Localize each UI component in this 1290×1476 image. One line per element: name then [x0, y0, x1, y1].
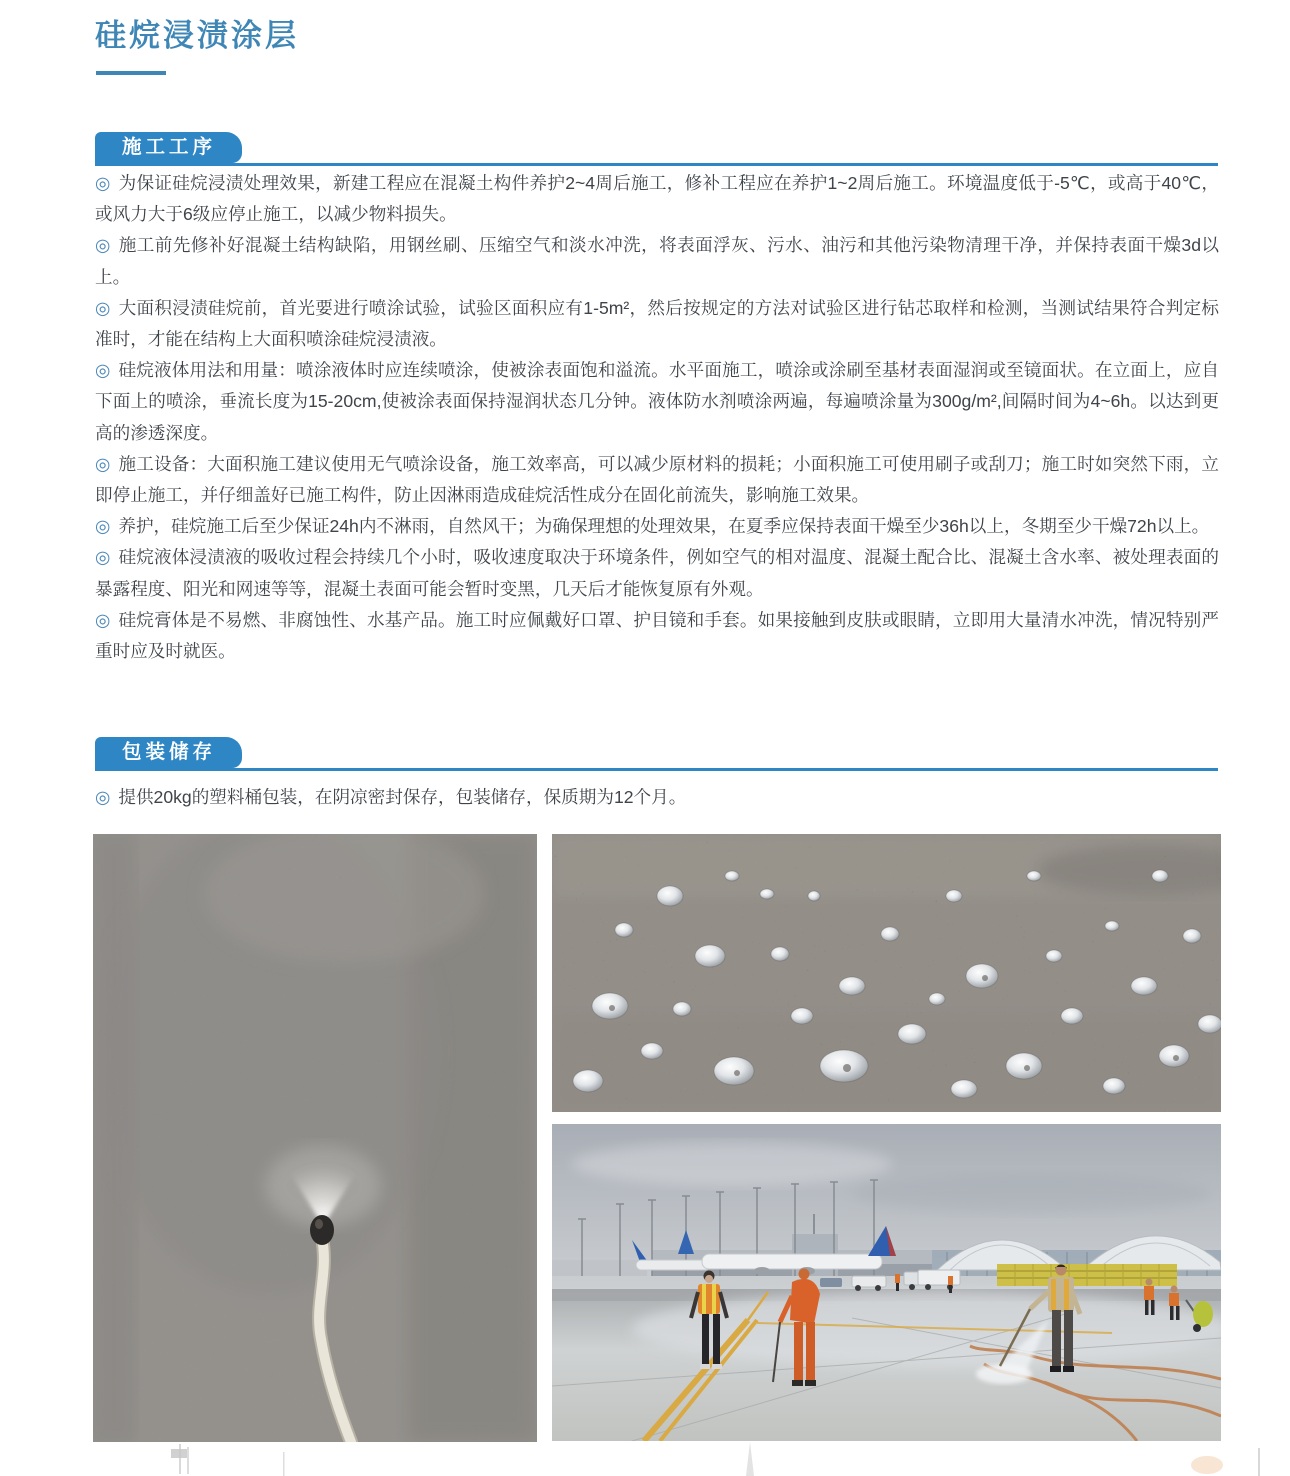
bullet-icon: ◎ — [95, 297, 111, 318]
bullet-text: 大面积浸渍硅烷前，首光要进行喷涂试验，试验区面积应有1-5m²，然后按规定的方法对试验区进行钻芯取样和检测，当测试结果符合判定标准时，才能在结构上大面积喷涂硅烷浸渍液。 — [95, 297, 1219, 350]
bullet-item — [95, 293, 1219, 355]
bullet-icon: ◎ — [95, 173, 111, 193]
bottom-watermark — [0, 1440, 1290, 1476]
photo-spray-on-wall — [93, 834, 537, 1442]
photo-spray-on-wall-graphic — [93, 834, 537, 1442]
bullet-item — [95, 542, 1219, 604]
bullet-icon: ◎ — [95, 453, 111, 474]
bullet-text: 为保证硅烷浸渍处理效果，新建工程应在混凝土构件养护2~4周后施工，修补工程应在养护1~2周后施工。环境温度低于-5℃，或高于40℃，或风力大于6级应停止施工，以减少物料损失。 — [95, 173, 1219, 225]
section-tab: 包装储存 — [95, 737, 242, 768]
bullet-icon: ◎ — [95, 787, 111, 807]
bullet-item — [95, 449, 1219, 511]
bullet-icon: ◎ — [95, 235, 111, 256]
bullet-icon: ◎ — [95, 609, 111, 630]
nozzle-highlight — [315, 1219, 323, 1229]
bullet-text: 养护，硅烷施工后至少保证24h内不淋雨，自然风干；为确保理想的处理效果，在夏季应保持表面干燥至少36h以上，冬期至少干燥72h以上。 — [118, 516, 1210, 537]
section-header-packaging-storage — [95, 737, 1218, 771]
spray-nozzle — [310, 1215, 334, 1245]
distant-buildings — [552, 1260, 647, 1276]
spray-splash — [976, 1364, 1032, 1384]
photo-water-beading — [552, 834, 1221, 1112]
section-tab: 施工工序 — [95, 132, 242, 163]
bullet-text: 施工设备：大面积施工建议使用无气喷涂设备，施工效率高，可以减少原材料的损耗；小面积施工可使用刷子或刮刀；施工时如突然下雨，立即停止施工，并仔细盖好已施工构件，防止因淋雨造成硅烷活性成分在固化前流失，影响施工效果。 — [95, 453, 1219, 506]
bullet-icon: ◎ — [95, 516, 111, 537]
photo-water-beading-graphic — [552, 834, 1221, 1112]
bullet-icon: ◎ — [95, 360, 111, 381]
bullet-item — [95, 168, 1219, 230]
photo-airport-apron-graphic — [552, 1124, 1221, 1441]
bullet-text: 硅烷液体浸渍液的吸收过程会持续几个小时，吸收速度取决于环境条件，例如空气的相对温度、混凝土配合比、混凝土含水率、被处理表面的暴露程度、阳光和网速等等，混凝土表面可能会暂时变黑，几天后才能恢复原有外观。 — [95, 547, 1219, 599]
bullet-item — [95, 511, 1219, 542]
bullet-list-construction — [95, 168, 1219, 667]
bullet-icon: ◎ — [95, 547, 111, 568]
section-header-construction-procedure — [95, 132, 1218, 166]
bullet-text: 提供20kg的塑料桶包装，在阴凉密封保存，包装储存，保质期为12个月。 — [118, 787, 687, 807]
page-title: 硅烷浸渍涂层 — [95, 18, 299, 53]
bullet-item — [95, 782, 1219, 813]
bullet-list-packaging — [95, 782, 1219, 813]
title-underline — [96, 71, 166, 75]
bullet-item — [95, 355, 1219, 449]
photo-airport-apron — [552, 1124, 1221, 1441]
bullet-item — [95, 605, 1219, 667]
bullet-text: 施工前先修补好混凝土结构缺陷，用钢丝刷、压缩空气和淡水冲洗，将表面浮灰、污水、油污和其他污染物清理干净，并保持表面干燥3d以上。 — [95, 235, 1220, 287]
bullet-text: 硅烷膏体是不易燃、非腐蚀性、水基产品。施工时应佩戴好口罩、护目镜和手套。如果接触到皮肤或眼睛，立即用大量清水冲洗，情况特别严重时应及时就医。 — [95, 609, 1219, 662]
bullet-item — [95, 230, 1219, 292]
bullet-text: 硅烷液体用法和用量：喷涂液体时应连续喷涂，使被涂表面饱和溢流。水平面施工，喷涂或涂刷至基材表面湿润或至镜面状。在立面上，应自下面上的喷涂，垂流长度为15-20cm,使被涂表面保持湿润状态几分钟。液体防水剂喷涂两遍，每遍喷涂量为300g/m²,间隔时间为4~6h。以达到更高的渗透深度。 — [95, 360, 1219, 443]
